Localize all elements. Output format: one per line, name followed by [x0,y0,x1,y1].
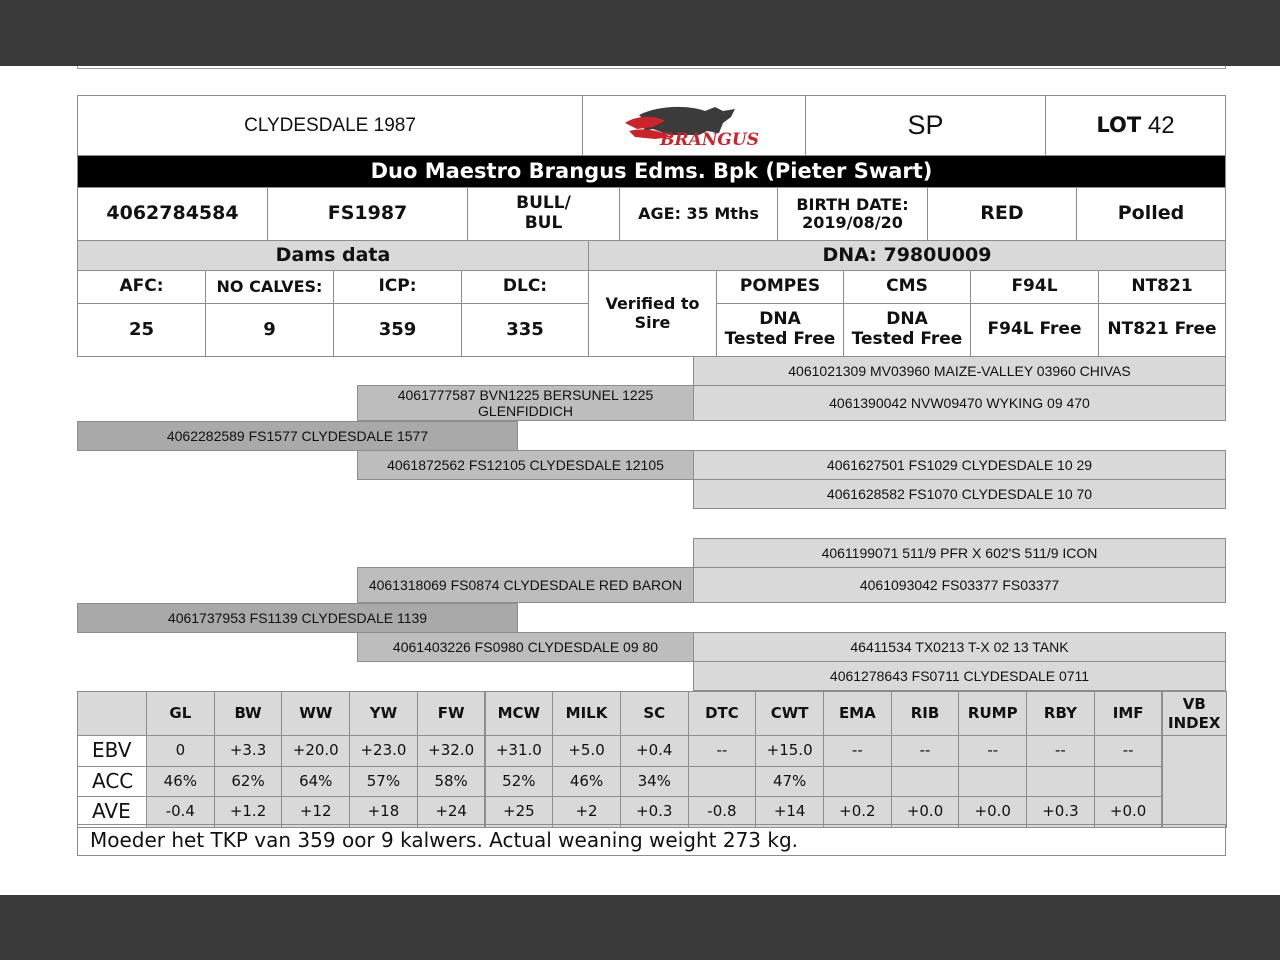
animal-sex [467,187,620,241]
ebv-cell-ebv-cwt: +15.0 [755,735,824,767]
ebv-row-label-acc: ACC [77,766,147,798]
ebv-header-cwt: CWT [755,691,824,736]
animal-tag: FS1987 [267,187,468,241]
birth-date [777,187,928,241]
lot-label: LOT [1096,113,1142,138]
ebv-header-imf: IMF [1094,691,1163,736]
pompes-line2: Tested Free [724,329,836,349]
ebv-cell-ave-cwt: +14 [755,796,824,828]
calves-label: NO CALVES: [205,270,334,304]
afc-value: 25 [77,303,206,357]
pedigree-dam-sire-sire: 4061199071 511/9 PFR X 602'S 511/9 ICON [693,538,1226,568]
birth-label: BIRTH DATE: [796,194,909,214]
ebv-cell-ave-yw: +18 [349,796,418,828]
ebv-cell-acc-ema [823,766,892,798]
f94l-label: F94L [970,270,1099,304]
ebv-cell-ebv-rump: -- [958,735,1027,767]
ebv-header-yw: YW [349,691,418,736]
ebv-cell-ebv-bw: +3.3 [214,735,283,767]
ebv-header-gl: GL [146,691,215,736]
ebv-cell-ave-bw: +1.2 [214,796,283,828]
pedigree-dam-dam-dam: 4061278643 FS0711 CLYDESDALE 0711 [693,661,1226,691]
dlc-label: DLC: [461,270,589,304]
ebv-cell-ebv-yw: +23.0 [349,735,418,767]
pedigree-sire-sire-dam: 4061390042 NVW09470 WYKING 09 470 [693,385,1226,421]
pedigree-dam-sire-dam: 4061093042 FS03377 FS03377 [693,567,1226,603]
ebv-cell-ebv-gl: 0 [146,735,215,767]
ebv-cell-acc-rump [958,766,1027,798]
ebv-cell-ebv-imf: -- [1094,735,1163,767]
ebv-cell-ave-gl: -0.4 [146,796,215,828]
nt821-result: NT821 Free [1098,303,1226,357]
verified-line2: Sire [634,312,671,332]
ebv-cell-ave-fw: +24 [417,796,486,828]
ebv-header-rib: RIB [891,691,960,736]
pedigree-dam-sire: 4061318069 FS0874 CLYDESDALE RED BARON [357,567,694,603]
pedigree-sire-dam: 4061872562 FS12105 CLYDESDALE 12105 [357,450,694,480]
ebv-cell-acc-bw: 62% [214,766,283,798]
breeder-name: Duo Maestro Brangus Edms. Bpk (Pieter Swart) [77,155,1226,188]
ebv-cell-ebv-milk: +5.0 [552,735,621,767]
vb-index-index_l2: INDEX [1168,713,1221,732]
breeder-note: Moeder het TKP van 359 oor 9 kalwers. Actual weaning weight 273 kg. [77,824,1226,856]
ebv-cell-ave-rump: +0.0 [958,796,1027,828]
cms-line2: Tested Free [851,329,963,349]
ebv-cell-ebv-fw: +32.0 [417,735,486,767]
previous-card-edge [77,66,1226,69]
sex-line1: BULL/ [516,193,571,214]
pompes-result [716,303,844,357]
vb-index-index_l1: VB [1182,694,1206,713]
ebv-header-bw: BW [214,691,283,736]
f94l-result: F94L Free [970,303,1099,357]
dna-title: DNA: 7980U009 [588,240,1226,271]
pedigree-sire: 4062282589 FS1577 CLYDESDALE 1577 [77,421,518,451]
pedigree-dam: 4061737953 FS1139 CLYDESDALE 1139 [77,603,518,633]
ebv-header-sc: SC [620,691,689,736]
cms-label: CMS [843,270,971,304]
cms-line1: DNA [886,309,928,330]
ebv-cell-ave-rby: +0.3 [1026,796,1095,828]
verified-line1: Verified to [605,294,700,314]
pedigree-dam-dam-sire: 46411534 TX0213 T-X 02 13 TANK [693,632,1226,662]
ebv-header-rump: RUMP [958,691,1027,736]
ebv-cell-acc-rib [891,766,960,798]
animal-color: RED [927,187,1077,241]
ebv-cell-acc-sc: 34% [620,766,689,798]
ebv-cell-acc-ww: 64% [281,766,350,798]
ebv-cell-ave-sc: +0.3 [620,796,689,828]
animal-horn: Polled [1076,187,1226,241]
ebv-cell-ebv-sc: +0.4 [620,735,689,767]
ebv-cell-ave-milk: +2 [552,796,621,828]
ebv-cell-ave-rib: +0.0 [891,796,960,828]
afc-label: AFC: [77,270,206,304]
ebv-cell-ave-ww: +12 [281,796,350,828]
ebv-cell-acc-rby [1026,766,1095,798]
dlc-value: 335 [461,303,589,357]
ebv-header-milk: MILK [552,691,621,736]
dams-title: Dams data [77,240,589,271]
icp-value: 359 [333,303,462,357]
ebv-header-vb-index [1162,691,1228,736]
ebv-cell-ave-ema: +0.2 [823,796,892,828]
ebv-header-dtc: DTC [688,691,757,736]
ebv-header-rby: RBY [1026,691,1095,736]
ebv-header-ww: WW [281,691,350,736]
ebv-header-fw: FW [417,691,486,736]
birth-value: 2019/08/20 [802,213,903,232]
ebv-cell-ebv-ema: -- [823,735,892,767]
cms-result [843,303,971,357]
ebv-cell-acc-milk: 46% [552,766,621,798]
pedigree-dam-dam: 4061403226 FS0980 CLYDESDALE 09 80 [357,632,694,662]
ebv-cell-acc-fw: 58% [417,766,486,798]
animal-age: AGE: 35 Mths [619,187,778,241]
lot-box [1045,95,1226,156]
pedigree-sire-sire: 4061777587 BVN1225 BERSUNEL 1225 GLENFIDDICH [357,385,694,421]
ebv-cell-ebv-ww: +20.0 [281,735,350,767]
animal-id: 4062784584 [77,187,268,241]
icp-label: ICP: [333,270,462,304]
ebv-cell-acc-cwt: 47% [755,766,824,798]
ebv-cell-ave-dtc: -0.8 [688,796,757,828]
nt821-label: NT821 [1098,270,1226,304]
ebv-row-label-ebv: EBV [77,735,147,767]
ebv-cell-ebv-mcw: +31.0 [485,735,554,767]
sex-line2: BUL [524,213,563,233]
pompes-label: POMPES [716,270,844,304]
sire-name: CLYDESDALE 1987 [77,95,583,156]
ebv-header-ema: EMA [823,691,892,736]
ebv-cell-ave-imf: +0.0 [1094,796,1163,828]
ebv-cell-acc-dtc [688,766,757,798]
verified-to-sire [588,270,717,357]
code: SP [805,95,1046,156]
ebv-cell-ebv-rby: -- [1026,735,1095,767]
lot-number: 42 [1147,111,1175,139]
bottom-frame-bar [0,895,1280,960]
pedigree-sire-sire-sire: 4061021309 MV03960 MAIZE-VALLEY 03960 CHIVAS [693,356,1226,386]
ebv-cell-ebv-rib: -- [891,735,960,767]
pompes-line1: DNA [759,309,801,330]
ebv-cell-ebv-dtc: -- [688,735,757,767]
bull-logo-icon [619,101,769,151]
calves-value: 9 [205,303,334,357]
ebv-cell-ave-mcw: +25 [485,796,554,828]
ebv-row-label-ave: AVE [77,796,147,828]
top-frame-bar [0,0,1280,66]
ebv-cell-acc-mcw: 52% [485,766,554,798]
pedigree-sire-dam-sire: 4061627501 FS1029 CLYDESDALE 10 29 [693,450,1226,480]
ebv-header-mcw: MCW [485,691,554,736]
ebv-cell-acc-yw: 57% [349,766,418,798]
vb-index-value [1162,735,1228,828]
ebv-cell-acc-imf [1094,766,1163,798]
pedigree-sire-dam-dam: 4061628582 FS1070 CLYDESDALE 10 70 [693,479,1226,509]
logo-text: BRANGUS [660,129,759,150]
brangus-logo [582,95,806,156]
ebv-cell-acc-gl: 46% [146,766,215,798]
ebv-corner-cell [77,691,147,736]
